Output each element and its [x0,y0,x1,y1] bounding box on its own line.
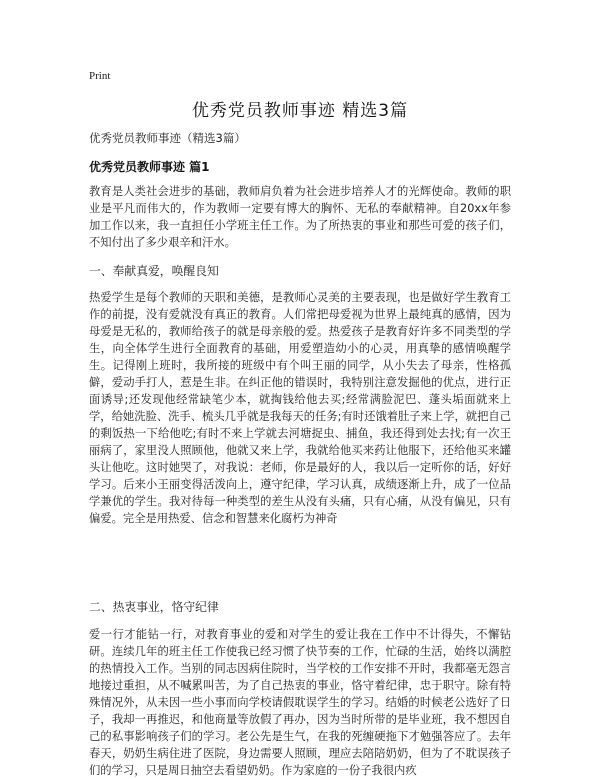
paragraph-devotion: 热爱学生是每个教师的天职和美德，是教师心灵美的主要表现，也是做好学生教育工作的前提，没有爱就没有真正的教育。人们常把母爱视为世界上最纯真的感情，因为母爱是无私的，教师给孩子的就是母亲般的爱。热爱孩子是教育好许多不同类型的学生，向全体学生进行全面教育的基础，用爱塑造幼小的心灵，用真挚的感情唤醒学生。记得刚上班时，我所接的班级中有个叫王丽的同学，从小失去了母亲，性格孤僻，爱动手打人，惹是生非。在纠正他的错误时，我特别注意发掘他的优点，进行正面诱导;还发现他经常缺笔少本，就掏钱给他去买;经常满脸泥巴、蓬头垢面就来上学，给她洗脸、洗手、梳头几乎就是我每天的任务;有时还饿着肚子来上学，就把自己的剩饭热一下给他吃;有时不来上学就去河塘捉虫、捕鱼，我还得到处去找;有一次王丽病了，家里没人照顾他，他就又来上学，我就给他买来药让他服下，还给他买来罐头让他吃。这时她哭了，对我说：老师，你是最好的人，我以后一定听你的话，好好学习。后来小王丽变得活泼向上，遵守纪律，学习认真，成绩逐渐上升，成了一位品学兼优的学生。我对待每一种类型的差生从没有头痛，只有心痛，从没有偏见，只有偏爱。完全是用热爱、信念和智慧来化腐朽为神奇 [89,291,511,525]
print-label[interactable]: Print [89,70,111,82]
page-title: 优秀党员教师事迹 精选3篇 [191,101,409,121]
subheading-devotion: 一、奉献真爱，唤醒良知 [89,264,219,278]
page-subtitle: 优秀党员教师事迹（精选3篇） [89,131,246,145]
paragraph-intro: 教育是人类社会进步的基础，教师肩负着为社会进步培养人才的光辉使命。教师的职业是平凡而伟大的，作为教师一定要有博大的胸怀、无私的奉献精神。自20xx年参加工作以来，我一直担任小学班主任工作。为了所热衷的事业和那些可爱的孩子们，不知付出了多少艰辛和汗水。 [89,185,511,249]
paragraph-career: 爱一行才能钻一行，对教育事业的爱和对学生的爱让我在工作中不计得失，不懈钻研。连续几年的班主任工作使我已经习惯了快节奏的工作，忙碌的生活，始终以满腔的热情投入工作。当别的同志因病住院时，当学校的工作安排不开时，我都毫无怨言地接过重担，从不喊累叫苦，为了自己热衷的事业，恪守着纪律，忠于职守。除有特殊情况外，从未因一些小事而向学校请假耽误学生的学习。结婚的时候老公选好了日子，我却一再推迟，和他商量等放假了再办，因为当时所带的是毕业班，我不想因自己的私事影响孩子们的学习。老公先是生气，在我的死缠硬拖下才勉强答应了。去年春天，奶奶生病住进了医院，身边需要人照顾，理应去陪陪奶奶，但为了不耽误孩子们的学习，只是周日抽空去看望奶奶。作为家庭的一份子我很内疚 [89,628,511,777]
section-heading: 优秀党员教师事迹 篇1 [89,160,210,174]
subheading-career: 二、热衷事业，恪守纪律 [89,600,219,614]
